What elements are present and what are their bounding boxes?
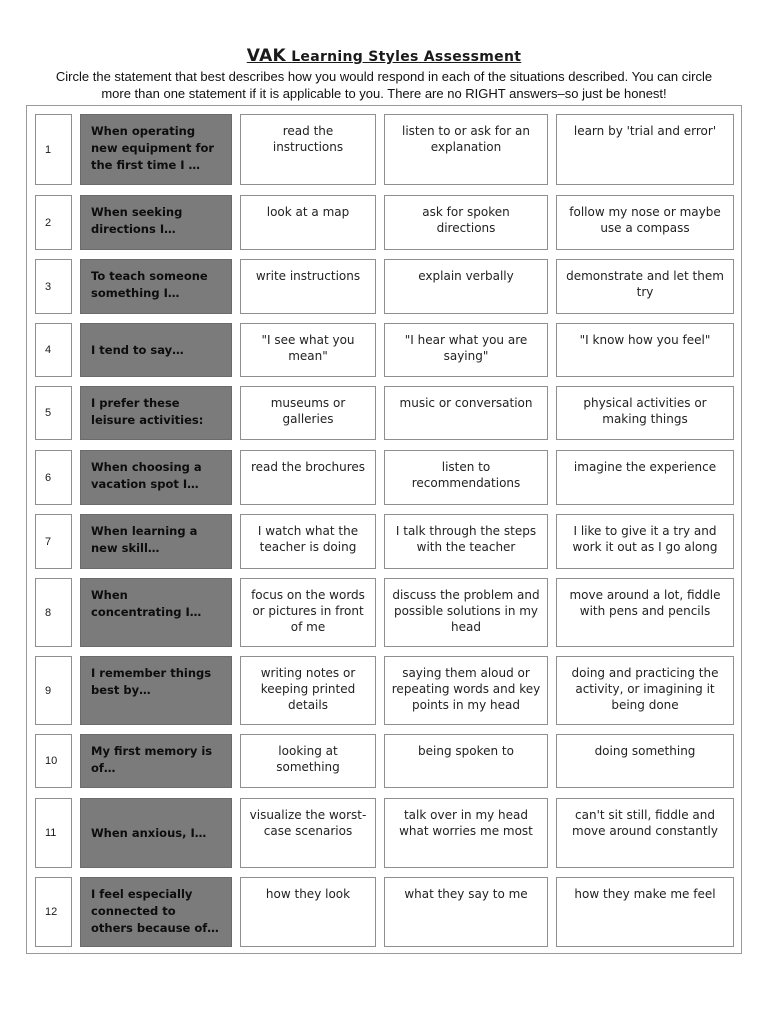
kinesthetic-option[interactable]: "I know how you feel" bbox=[556, 323, 734, 377]
visual-option[interactable]: I watch what the teacher is doing bbox=[240, 514, 376, 569]
row-number: 11 bbox=[35, 798, 72, 868]
kinesthetic-option[interactable]: follow my nose or maybe use a compass bbox=[556, 195, 734, 250]
situation-prompt: I tend to say… bbox=[80, 323, 232, 377]
situation-prompt: I remember things best by… bbox=[80, 656, 232, 725]
table-row bbox=[0, 195, 768, 250]
visual-option[interactable]: write instructions bbox=[240, 259, 376, 314]
table-row bbox=[0, 386, 768, 440]
table-row bbox=[0, 259, 768, 314]
visual-option[interactable]: focus on the words or pictures in front of me bbox=[240, 578, 376, 647]
situation-prompt: When choosing a vacation spot I… bbox=[80, 450, 232, 505]
kinesthetic-option[interactable]: doing something bbox=[556, 734, 734, 788]
title-part-vak: VAK bbox=[246, 46, 287, 66]
kinesthetic-option[interactable]: doing and practicing the activity, or imagining it being done bbox=[556, 656, 734, 725]
table-row bbox=[0, 578, 768, 647]
row-number: 9 bbox=[35, 656, 72, 725]
situation-prompt: When learning a new skill… bbox=[80, 514, 232, 569]
table-row bbox=[0, 734, 768, 788]
table-row bbox=[0, 323, 768, 377]
auditory-option[interactable]: being spoken to bbox=[384, 734, 548, 788]
row-number: 3 bbox=[35, 259, 72, 314]
visual-option[interactable]: museums or galleries bbox=[240, 386, 376, 440]
page-title bbox=[0, 46, 768, 66]
table-row bbox=[0, 798, 768, 868]
situation-prompt: My first memory is of… bbox=[80, 734, 232, 788]
kinesthetic-option[interactable]: I like to give it a try and work it out as I go along bbox=[556, 514, 734, 569]
kinesthetic-option[interactable]: imagine the experience bbox=[556, 450, 734, 505]
auditory-option[interactable]: talk over in my head what worries me most bbox=[384, 798, 548, 868]
situation-prompt: When seeking directions I… bbox=[80, 195, 232, 250]
row-number: 8 bbox=[35, 578, 72, 647]
table-row bbox=[0, 450, 768, 505]
auditory-option[interactable]: what they say to me bbox=[384, 877, 548, 947]
situation-prompt: I feel especially connected to others because of… bbox=[80, 877, 232, 947]
kinesthetic-option[interactable]: how they make me feel bbox=[556, 877, 734, 947]
auditory-option[interactable]: explain verbally bbox=[384, 259, 548, 314]
auditory-option[interactable]: discuss the problem and possible solutions in my head bbox=[384, 578, 548, 647]
row-number: 6 bbox=[35, 450, 72, 505]
row-number: 5 bbox=[35, 386, 72, 440]
table-row bbox=[0, 114, 768, 185]
visual-option[interactable]: writing notes or keeping printed details bbox=[240, 656, 376, 725]
row-number: 10 bbox=[35, 734, 72, 788]
table-row bbox=[0, 514, 768, 569]
visual-option[interactable]: looking at something bbox=[240, 734, 376, 788]
auditory-option[interactable]: saying them aloud or repeating words and key points in my head bbox=[384, 656, 548, 725]
row-number: 2 bbox=[35, 195, 72, 250]
row-number: 12 bbox=[35, 877, 72, 947]
kinesthetic-option[interactable]: demonstrate and let them try bbox=[556, 259, 734, 314]
visual-option[interactable]: read the instructions bbox=[240, 114, 376, 185]
visual-option[interactable]: how they look bbox=[240, 877, 376, 947]
kinesthetic-option[interactable]: physical activities or making things bbox=[556, 386, 734, 440]
row-number: 4 bbox=[35, 323, 72, 377]
situation-prompt: When operating new equipment for the first time I … bbox=[80, 114, 232, 185]
instructions-text: Circle the statement that best describes how you would respond in each of the situations described. You can circle more than one statement if it is applicable to you. There are no RIGHT answers–so just be honest! bbox=[55, 69, 713, 101]
row-number: 1 bbox=[35, 114, 72, 185]
kinesthetic-option[interactable]: move around a lot, fiddle with pens and pencils bbox=[556, 578, 734, 647]
row-number: 7 bbox=[35, 514, 72, 569]
title-part-name: Learning Styles Assessment bbox=[291, 49, 522, 65]
auditory-option[interactable]: music or conversation bbox=[384, 386, 548, 440]
auditory-option[interactable]: listen to recommendations bbox=[384, 450, 548, 505]
situation-prompt: When concentrating I… bbox=[80, 578, 232, 647]
situation-prompt: To teach someone something I… bbox=[80, 259, 232, 314]
table-row bbox=[0, 656, 768, 725]
situation-prompt: I prefer these leisure activities: bbox=[80, 386, 232, 440]
auditory-option[interactable]: listen to or ask for an explanation bbox=[384, 114, 548, 185]
visual-option[interactable]: "I see what you mean" bbox=[240, 323, 376, 377]
situation-prompt: When anxious, I… bbox=[80, 798, 232, 868]
kinesthetic-option[interactable]: learn by 'trial and error' bbox=[556, 114, 734, 185]
table-row bbox=[0, 877, 768, 947]
auditory-option[interactable]: "I hear what you are saying" bbox=[384, 323, 548, 377]
visual-option[interactable]: read the brochures bbox=[240, 450, 376, 505]
visual-option[interactable]: look at a map bbox=[240, 195, 376, 250]
auditory-option[interactable]: I talk through the steps with the teacher bbox=[384, 514, 548, 569]
kinesthetic-option[interactable]: can't sit still, fiddle and move around constantly bbox=[556, 798, 734, 868]
auditory-option[interactable]: ask for spoken directions bbox=[384, 195, 548, 250]
visual-option[interactable]: visualize the worst-case scenarios bbox=[240, 798, 376, 868]
